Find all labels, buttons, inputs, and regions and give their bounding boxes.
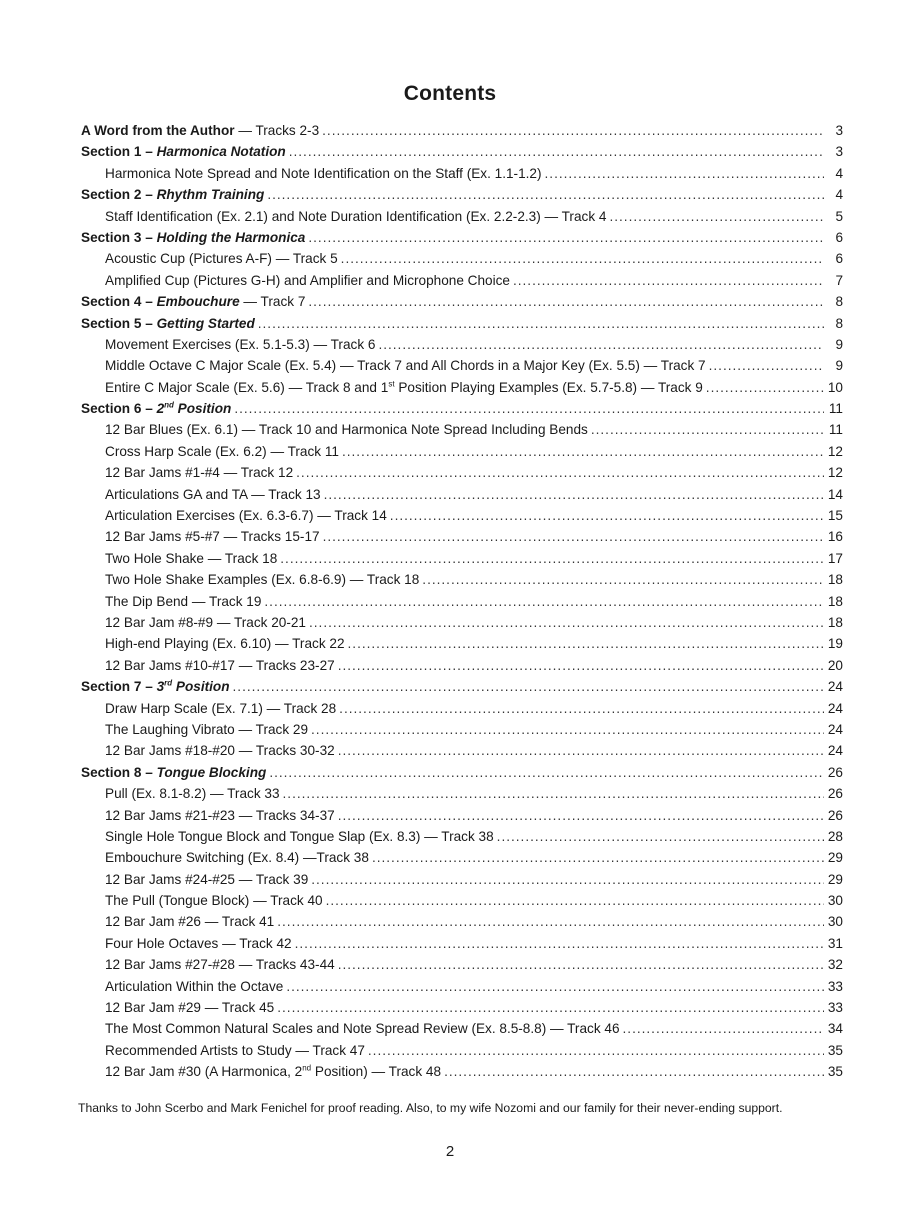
toc-subentry bbox=[81, 548, 843, 569]
toc-subentry bbox=[81, 1018, 843, 1039]
toc-entry-text: 12 Bar Jams #27-#28 — Tracks 43-44 bbox=[105, 957, 335, 973]
toc-entry-text: 12 Bar Jams #21-#23 — Tracks 34-37 bbox=[105, 807, 335, 823]
toc-entry-text: Single Hole Tongue Block and Tongue Slap (Ex. 8.3) — Track 38 bbox=[105, 828, 494, 844]
toc-subentry bbox=[81, 484, 843, 505]
toc-page-number: 24 bbox=[827, 743, 843, 759]
toc-page-number: 34 bbox=[827, 1021, 843, 1037]
toc-entry-text: Section 3 – Holding the Harmonica bbox=[81, 229, 306, 245]
toc-entry-text: Recommended Artists to Study — Track 47 bbox=[105, 1042, 365, 1058]
dot-leader bbox=[545, 163, 824, 184]
toc-page-number: 11 bbox=[828, 401, 843, 417]
toc-entry-text: 12 Bar Jam #29 — Track 45 bbox=[105, 1000, 275, 1016]
dot-leader bbox=[234, 398, 824, 419]
toc-entry-text: Draw Harp Scale (Ex. 7.1) — Track 28 bbox=[105, 700, 337, 716]
toc-entry-text: 12 Bar Jams #1-#4 — Track 12 bbox=[105, 465, 294, 481]
toc-entry-text: A Word from the Author — Tracks 2-3 bbox=[81, 123, 320, 138]
section-name: Rhythm Training bbox=[156, 187, 265, 203]
toc-entry-text: Entire C Major Scale (Ex. 5.6) — Track 8 and 1st Position Playing Examples (Ex. 5.7-5.8) — Track 9 bbox=[105, 379, 703, 395]
contents-title: Contents bbox=[403, 82, 497, 105]
dot-leader bbox=[368, 1040, 824, 1061]
toc-entry-text: Articulations GA and TA — Track 13 bbox=[105, 486, 321, 502]
toc-page-number: 32 bbox=[827, 957, 843, 973]
toc-subentry bbox=[81, 505, 843, 526]
toc-subentry bbox=[81, 954, 843, 975]
toc-subentry bbox=[81, 441, 843, 462]
dot-leader bbox=[513, 270, 824, 291]
toc-subentry bbox=[81, 1061, 843, 1082]
toc-page-number: 18 bbox=[827, 593, 843, 609]
toc-section-entry bbox=[81, 398, 843, 419]
toc-entry-text: 12 Bar Jams #5-#7 — Tracks 15-17 bbox=[105, 529, 320, 545]
toc-page-number: 28 bbox=[827, 828, 843, 844]
dot-leader bbox=[338, 655, 824, 676]
dot-leader bbox=[378, 334, 824, 355]
toc-page-number: 19 bbox=[827, 636, 843, 652]
section-name: Tongue Blocking bbox=[156, 764, 267, 780]
toc-page-number: 12 bbox=[827, 443, 843, 459]
toc-page-number: 6 bbox=[835, 229, 843, 245]
toc-subentry bbox=[81, 163, 843, 184]
toc-page-number: 12 bbox=[827, 465, 843, 481]
dot-leader bbox=[295, 933, 824, 954]
toc-entry-text: 12 Bar Jams #24-#25 — Track 39 bbox=[105, 871, 309, 887]
dot-leader bbox=[277, 911, 824, 932]
dot-leader bbox=[233, 676, 824, 697]
toc-entry-text: 12 Bar Jam #26 — Track 41 bbox=[105, 914, 275, 930]
toc-page-number: 10 bbox=[827, 379, 843, 395]
toc-subentry bbox=[81, 591, 843, 612]
toc-page-number: 14 bbox=[827, 486, 843, 502]
toc-section-entry bbox=[81, 184, 843, 205]
dot-leader bbox=[444, 1061, 824, 1082]
dot-leader bbox=[286, 976, 824, 997]
dot-leader bbox=[342, 441, 824, 462]
toc-page-number: 29 bbox=[827, 850, 843, 866]
table-of-contents bbox=[81, 120, 843, 1083]
toc-entry-text: High-end Playing (Ex. 6.10) — Track 22 bbox=[105, 636, 345, 652]
dot-leader bbox=[309, 612, 824, 633]
toc-page-number: 3 bbox=[835, 123, 843, 138]
toc-entry-text: 12 Bar Blues (Ex. 6.1) — Track 10 and Harmonica Note Spread Including Bends bbox=[105, 422, 588, 438]
toc-entry-text: Section 4 – Embouchure — Track 7 bbox=[81, 294, 306, 310]
toc-subentry bbox=[81, 633, 843, 654]
toc-entry-text: The Pull (Tongue Block) — Track 40 bbox=[105, 893, 323, 909]
dot-leader bbox=[269, 762, 824, 783]
toc-subentry bbox=[81, 826, 843, 847]
dot-leader bbox=[289, 141, 824, 162]
toc-subentry bbox=[81, 206, 843, 227]
toc-entry-text: Two Hole Shake Examples (Ex. 6.8-6.9) — Track 18 bbox=[105, 572, 420, 588]
page-number: 2 bbox=[445, 1143, 455, 1160]
toc-section-entry bbox=[81, 141, 843, 162]
toc-page-number: 35 bbox=[827, 1064, 843, 1080]
dot-leader bbox=[308, 227, 824, 248]
toc-entry-text: Articulation Within the Octave bbox=[105, 978, 284, 994]
dot-leader bbox=[322, 120, 824, 141]
dot-leader bbox=[311, 719, 824, 740]
toc-entry-text: Two Hole Shake — Track 18 bbox=[105, 550, 278, 566]
toc-subentry bbox=[81, 248, 843, 269]
toc-page-number: 4 bbox=[835, 165, 843, 181]
toc-subentry bbox=[81, 911, 843, 932]
toc-entry-text: Four Hole Octaves — Track 42 bbox=[105, 935, 292, 951]
toc-entry-text: Amplified Cup (Pictures G-H) and Amplifier and Microphone Choice bbox=[105, 272, 510, 288]
toc-page-number: 7 bbox=[835, 272, 843, 288]
dot-leader bbox=[422, 569, 824, 590]
toc-entry-text: Harmonica Note Spread and Note Identification on the Staff (Ex. 1.1-1.2) bbox=[105, 165, 542, 181]
toc-page-number: 26 bbox=[827, 764, 843, 780]
section-name: Holding the Harmonica bbox=[156, 229, 306, 245]
toc-subentry bbox=[81, 719, 843, 740]
toc-page-number: 20 bbox=[827, 657, 843, 673]
toc-subentry bbox=[81, 334, 843, 355]
toc-subentry bbox=[81, 526, 843, 547]
dot-leader bbox=[348, 633, 824, 654]
toc-subentry bbox=[81, 355, 843, 376]
toc-page-number: 16 bbox=[827, 529, 843, 545]
toc-subentry bbox=[81, 377, 843, 398]
toc-subentry bbox=[81, 890, 843, 911]
dot-leader bbox=[341, 248, 824, 269]
toc-page-number: 33 bbox=[827, 1000, 843, 1016]
toc-entry-text: The Laughing Vibrato — Track 29 bbox=[105, 721, 309, 737]
dot-leader bbox=[338, 740, 824, 761]
toc-subentry bbox=[81, 869, 843, 890]
toc-subentry bbox=[81, 612, 843, 633]
dot-leader bbox=[338, 954, 824, 975]
dot-leader bbox=[258, 313, 824, 334]
toc-entry-text: Staff Identification (Ex. 2.1) and Note Duration Identification (Ex. 2.2-2.3) — Track 4 bbox=[105, 208, 607, 224]
toc-subentry bbox=[81, 462, 843, 483]
toc-entry-text: Section 6 – 2nd Position bbox=[81, 400, 232, 417]
toc-entry-text: Section 2 – Rhythm Training bbox=[81, 187, 265, 203]
acknowledgements: Thanks to John Scerbo and Mark Fenichel for proof reading. Also, to my wife Nozomi and our family for their never-ending support. bbox=[78, 1101, 783, 1115]
toc-page-number: 11 bbox=[828, 422, 843, 438]
section-name: 2nd Position bbox=[156, 400, 232, 417]
toc-page-number: 30 bbox=[827, 914, 843, 930]
toc-subentry bbox=[81, 847, 843, 868]
toc-entry-text: 12 Bar Jam #30 (A Harmonica, 2nd Position) — Track 48 bbox=[105, 1063, 442, 1080]
toc-entry-text: 12 Bar Jam #8-#9 — Track 20-21 bbox=[105, 614, 306, 630]
toc-entry-text: Acoustic Cup (Pictures A-F) — Track 5 bbox=[105, 251, 338, 267]
toc-entry-text: Articulation Exercises (Ex. 6.3-6.7) — Track 14 bbox=[105, 508, 387, 524]
dot-leader bbox=[280, 548, 824, 569]
toc-subentry bbox=[81, 698, 843, 719]
dot-leader bbox=[609, 206, 824, 227]
section-name: Embouchure bbox=[156, 294, 240, 310]
toc-subentry bbox=[81, 655, 843, 676]
toc-page-number: 4 bbox=[835, 187, 843, 203]
toc-page-number: 26 bbox=[827, 786, 843, 802]
toc-subentry bbox=[81, 997, 843, 1018]
toc-page-number: 24 bbox=[827, 700, 843, 716]
toc-entry-text: Embouchure Switching (Ex. 8.4) —Track 38 bbox=[105, 850, 369, 866]
toc-subentry bbox=[81, 1040, 843, 1061]
dot-leader bbox=[267, 184, 824, 205]
toc-subentry bbox=[81, 783, 843, 804]
toc-subentry bbox=[81, 933, 843, 954]
dot-leader bbox=[264, 591, 824, 612]
toc-entry-text: 12 Bar Jams #10-#17 — Tracks 23-27 bbox=[105, 657, 335, 673]
toc-entry-text: Middle Octave C Major Scale (Ex. 5.4) — Track 7 and All Chords in a Major Key (Ex. 5.5) — Track 7 bbox=[105, 358, 706, 374]
toc-page-number: 35 bbox=[827, 1042, 843, 1058]
toc-subentry bbox=[81, 419, 843, 440]
dot-leader bbox=[709, 355, 824, 376]
toc-section-entry bbox=[81, 227, 843, 248]
dot-leader bbox=[390, 505, 824, 526]
toc-entry-text: Section 5 – Getting Started bbox=[81, 315, 255, 331]
section-name: Harmonica Notation bbox=[156, 144, 286, 160]
toc-section-entry bbox=[81, 120, 843, 141]
toc-section-entry bbox=[81, 313, 843, 334]
dot-leader bbox=[623, 1018, 824, 1039]
toc-page-number: 18 bbox=[827, 572, 843, 588]
dot-leader bbox=[591, 419, 824, 440]
dot-leader bbox=[338, 805, 824, 826]
dot-leader bbox=[339, 698, 824, 719]
dot-leader bbox=[706, 377, 824, 398]
toc-page-number: 9 bbox=[835, 358, 843, 374]
dot-leader bbox=[311, 869, 824, 890]
toc-section-entry bbox=[81, 676, 843, 697]
toc-page-number: 5 bbox=[835, 208, 843, 224]
dot-leader bbox=[324, 484, 824, 505]
toc-entry-text: Section 8 – Tongue Blocking bbox=[81, 764, 267, 780]
toc-subentry bbox=[81, 805, 843, 826]
toc-entry-text: Section 1 – Harmonica Notation bbox=[81, 144, 286, 160]
dot-leader bbox=[308, 291, 824, 312]
dot-leader bbox=[283, 783, 824, 804]
toc-page-number: 24 bbox=[827, 721, 843, 737]
toc-page-number: 9 bbox=[835, 336, 843, 352]
toc-page-number: 17 bbox=[827, 550, 843, 566]
toc-page-number: 26 bbox=[827, 807, 843, 823]
dot-leader bbox=[296, 462, 824, 483]
toc-page-number: 29 bbox=[827, 871, 843, 887]
toc-page-number: 8 bbox=[835, 315, 843, 331]
toc-subentry bbox=[81, 740, 843, 761]
toc-page-number: 30 bbox=[827, 893, 843, 909]
toc-section-entry bbox=[81, 762, 843, 783]
toc-entry-text: Pull (Ex. 8.1-8.2) — Track 33 bbox=[105, 786, 280, 802]
dot-leader bbox=[323, 526, 824, 547]
toc-subentry bbox=[81, 569, 843, 590]
toc-entry-text: 12 Bar Jams #18-#20 — Tracks 30-32 bbox=[105, 743, 335, 759]
toc-entry-text: The Dip Bend — Track 19 bbox=[105, 593, 262, 609]
dot-leader bbox=[497, 826, 824, 847]
toc-page-number: 8 bbox=[835, 294, 843, 310]
dot-leader bbox=[372, 847, 824, 868]
toc-entry-text: Movement Exercises (Ex. 5.1-5.3) — Track 6 bbox=[105, 336, 376, 352]
toc-subentry bbox=[81, 976, 843, 997]
toc-section-entry bbox=[81, 291, 843, 312]
toc-entry-text: The Most Common Natural Scales and Note Spread Review (Ex. 8.5-8.8) — Track 46 bbox=[105, 1021, 620, 1037]
toc-page-number: 31 bbox=[827, 935, 843, 951]
section-name: Getting Started bbox=[156, 315, 255, 331]
toc-page-number: 15 bbox=[827, 508, 843, 524]
toc-page-number: 24 bbox=[827, 679, 843, 695]
toc-subentry bbox=[81, 270, 843, 291]
toc-page-number: 6 bbox=[835, 251, 843, 267]
dot-leader bbox=[326, 890, 824, 911]
section-name: 3rd Position bbox=[156, 678, 230, 695]
toc-page-number: 33 bbox=[827, 978, 843, 994]
dot-leader bbox=[277, 997, 824, 1018]
toc-entry-text: Cross Harp Scale (Ex. 6.2) — Track 11 bbox=[105, 443, 339, 459]
toc-entry-text: Section 7 – 3rd Position bbox=[81, 678, 230, 695]
toc-page-number: 18 bbox=[827, 614, 843, 630]
toc-page-number: 3 bbox=[835, 144, 843, 160]
